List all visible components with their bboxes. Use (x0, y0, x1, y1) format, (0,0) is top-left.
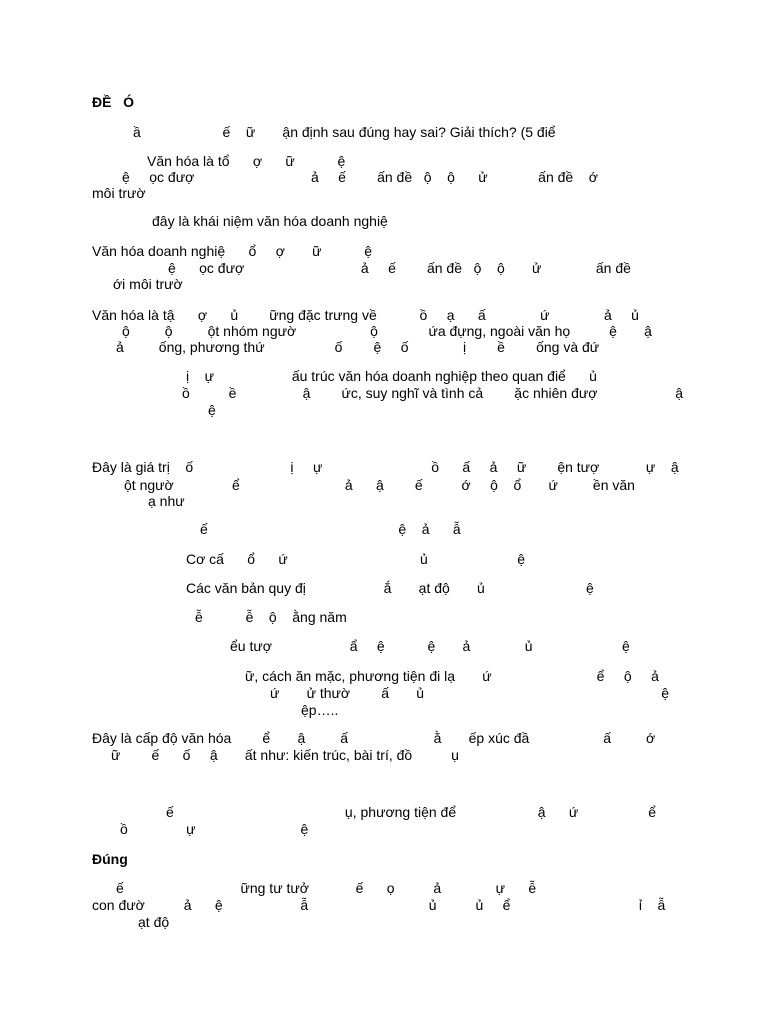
paragraph-line: Văn hóa doanh nghiệ ổ ợ ữ ệ (92, 243, 373, 259)
question-prompt: ầ ế ữ ận định sau đúng hay sai? Giải thích? (5 điể (133, 124, 556, 140)
paragraph-line: ới môi trườ (113, 276, 183, 292)
paragraph-line: ạ như (148, 493, 185, 509)
paragraph-line: ồ ự ệ (120, 821, 309, 837)
list-item: ệp….. (301, 702, 339, 718)
paragraph-line: ị ự ấu trúc văn hóa doanh nghiệp theo quan điể ủ (186, 368, 597, 384)
list-item: Cơ cấ ổ ứ ủ ệ (186, 551, 526, 567)
list-item: ểu tượ ẩ ệ ệ ả ủ ệ (230, 638, 630, 654)
list-item: ữ, cách ăn mặc, phương tiện đi lạ ứ ể ộ ả (245, 668, 659, 684)
paragraph-line: ồ ề ậ ức, suy nghĩ và tình cả ặc nhiên đượ ậ (182, 385, 684, 401)
paragraph-line: ệ ọc đượ ả ế ấn đề ộ ộ ử ấn đề (168, 260, 631, 276)
paragraph-line: ệ ọc đượ ả ế ấn đề ộ ộ ử ấn đề ớ (122, 169, 598, 185)
answer-label: Đúng (92, 851, 128, 867)
paragraph-line: Đây là cấp độ văn hóa ể ậ ấ ằ ếp xúc đầ ấ ớ (92, 730, 656, 746)
paragraph-line: ế ụ, phương tiện để ậ ứ ể (166, 804, 657, 820)
document-title: ĐỀ Ó (92, 94, 135, 110)
paragraph-line: ế ững tư tưở ế ọ ả ự ễ (116, 880, 537, 896)
list-item: ễ ễ ộ ằng năm (195, 609, 347, 625)
paragraph-line: ữ ế ố ậ ất như: kiến trúc, bài trí, đồ ụ (111, 747, 459, 763)
paragraph-line: đây là khái niệm văn hóa doanh nghiệ (152, 213, 388, 229)
paragraph-line: con đườ ả ệ ẫ ủ ủ ể ỉ ẫ (92, 897, 666, 913)
list-item: ế ệ ả ẫ (200, 521, 461, 537)
paragraph-line: ả ống, phương thứ ố ệ ố ị ề ống và đứ (116, 339, 600, 355)
paragraph-line: môi trườ (92, 185, 146, 201)
paragraph-line: ệ (208, 402, 216, 418)
paragraph-line: ạt độ (138, 914, 170, 930)
paragraph-line: Văn hóa là tậ ợ ủ ững đặc trưng về ồ ạ ấ ứ ả ủ (92, 307, 639, 323)
list-item: Các văn bản quy đị ắ ạt độ ủ ệ (186, 580, 594, 596)
list-item: ứ ử thườ ấ ủ ệ (270, 685, 670, 701)
paragraph-line: ột ngườ ể ả ậ ế ớ ộ ổ ứ ền văn (124, 477, 635, 493)
paragraph-line: ộ ộ ột nhóm ngườ ộ ứa đựng, ngoài văn họ ệ ậ (122, 323, 652, 339)
paragraph-line: Văn hóa là tổ ợ ữ ệ (147, 153, 346, 169)
paragraph-line: Đây là giá trị ố ị ự ồ ấ ả ữ ện tượ ự ậ (92, 459, 679, 475)
